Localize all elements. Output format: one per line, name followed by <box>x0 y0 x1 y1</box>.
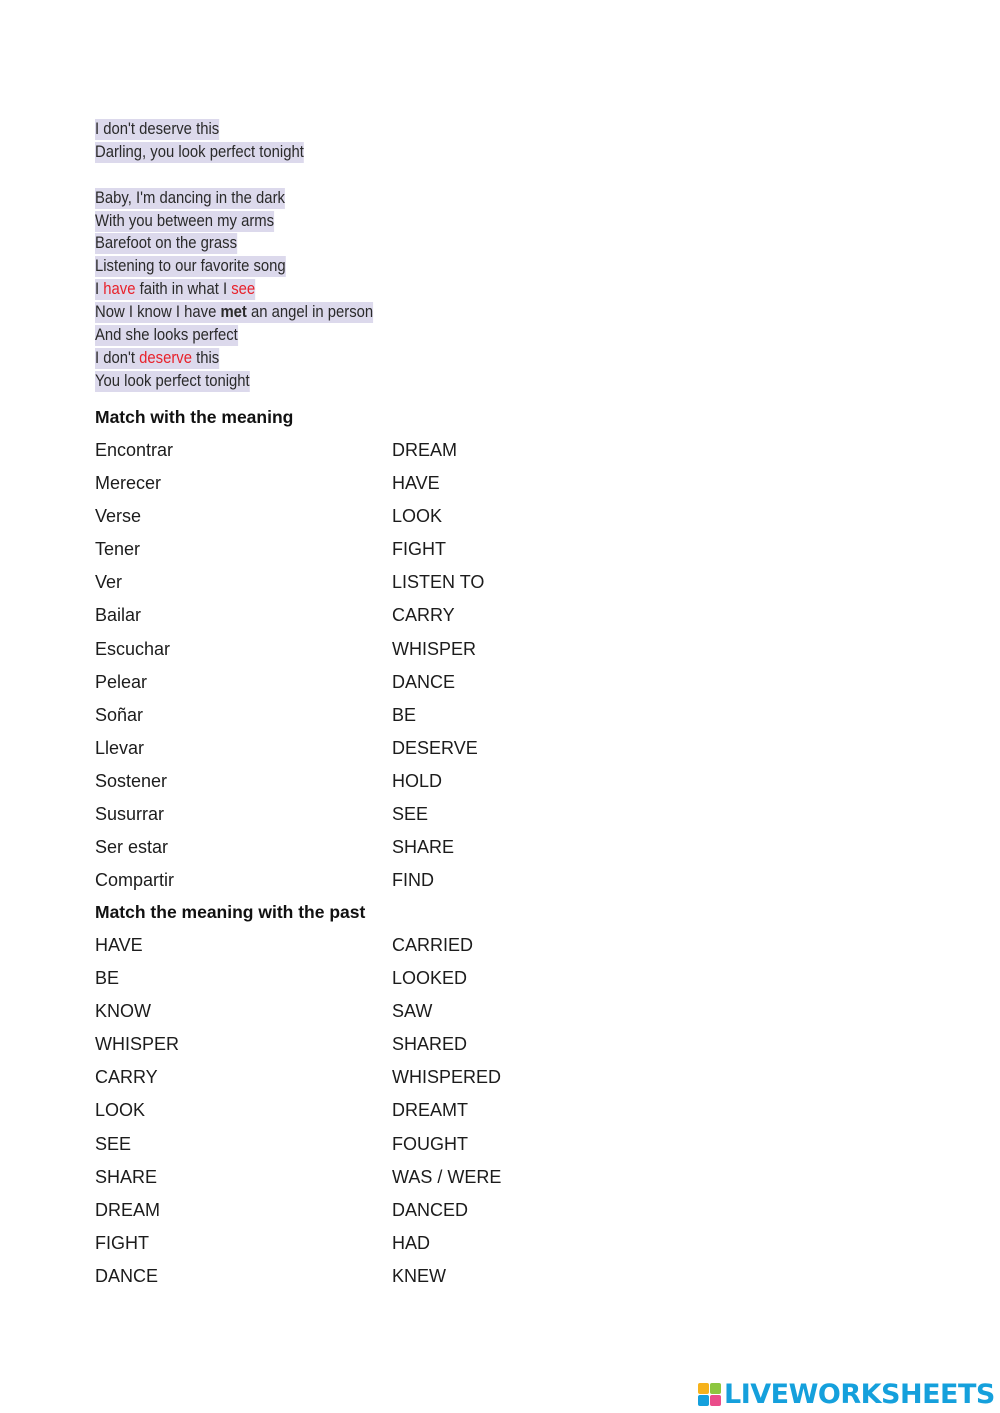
table-row <box>95 1034 695 1067</box>
lyric-fragment: With you between my arms <box>95 211 275 230</box>
left-word: Compartir <box>95 870 175 891</box>
table-row <box>95 605 695 638</box>
left-word: Tener <box>95 539 141 560</box>
lyric-line <box>95 210 373 233</box>
right-word: FIND <box>392 870 434 891</box>
table-row <box>95 506 695 539</box>
left-word: WHISPER <box>95 1034 180 1055</box>
right-word: HAVE <box>392 473 440 494</box>
right-word: HOLD <box>392 770 443 791</box>
right-word: KNEW <box>392 1265 446 1286</box>
right-word: DANCED <box>392 1199 469 1220</box>
left-word: Bailar <box>95 605 142 626</box>
lyric-fragment: faith in what I <box>135 280 232 299</box>
lyrics-verse <box>95 187 373 393</box>
left-word: Merecer <box>95 473 162 494</box>
right-word: LOOK <box>392 506 443 527</box>
left-word: Encontrar <box>95 440 174 460</box>
lyric-fragment: You look perfect tonight <box>95 371 250 390</box>
right-word: BE <box>392 704 417 725</box>
section-heading-meaning: Match with the meaning <box>95 407 294 427</box>
right-word: HAD <box>392 1232 431 1253</box>
lyric-line <box>95 141 373 164</box>
right-word: SHARE <box>392 837 455 858</box>
lyric-line <box>95 347 373 370</box>
table-row <box>95 1200 695 1233</box>
right-word: SAW <box>392 1001 433 1022</box>
lyric-text <box>95 233 237 254</box>
lyric-line <box>95 370 373 393</box>
right-word: DREAMT <box>392 1100 468 1121</box>
lyric-line <box>95 301 373 324</box>
right-word: DREAM <box>392 440 458 460</box>
table-row <box>95 1067 695 1100</box>
table-row <box>95 1233 695 1266</box>
section-heading-past: Match the meaning with the past <box>95 902 366 922</box>
lyric-text <box>95 325 238 346</box>
left-word: SEE <box>95 1133 132 1154</box>
lyric-fragment: Now I know I have <box>95 303 221 322</box>
lyric-fragment: I don't <box>95 348 140 367</box>
table-row <box>95 672 695 705</box>
lyric-text <box>95 188 285 209</box>
left-word: Pelear <box>95 671 148 692</box>
lyric-text <box>95 348 219 369</box>
left-word: Ser estar <box>95 837 169 858</box>
left-word: BE <box>95 968 120 989</box>
right-word: WHISPERED <box>392 1067 502 1088</box>
right-word: CARRY <box>392 605 455 626</box>
lyric-text: Darling, you look perfect tonight <box>95 142 304 161</box>
lyrics-intro <box>95 118 373 164</box>
lyric-text <box>95 279 255 300</box>
left-word: SHARE <box>95 1166 158 1187</box>
table-row <box>95 1167 695 1200</box>
table-row <box>95 572 695 605</box>
left-word: DANCE <box>95 1265 159 1286</box>
right-word: WAS / WERE <box>392 1166 502 1187</box>
lyric-text: I don't deserve this <box>95 120 220 138</box>
table-row <box>95 1134 695 1167</box>
right-word: FOUGHT <box>392 1133 468 1154</box>
lyric-line <box>95 187 373 210</box>
table-row <box>95 1001 695 1034</box>
left-word: FIGHT <box>95 1232 149 1253</box>
right-word: DANCE <box>392 671 456 692</box>
left-word: Verse <box>95 506 142 527</box>
liveworksheets-logo[interactable] <box>698 1378 995 1410</box>
right-word: SEE <box>392 804 429 825</box>
highlighted-word: see <box>231 280 256 299</box>
left-word: Llevar <box>95 737 145 758</box>
table-row <box>95 705 695 738</box>
lyric-text <box>95 256 286 277</box>
lyric-text <box>95 302 373 323</box>
right-word: LOOKED <box>392 968 468 989</box>
logo-mark-icon <box>698 1383 721 1406</box>
right-word: WHISPER <box>392 638 477 659</box>
highlighted-word: have <box>103 280 136 299</box>
lyric-line <box>95 255 373 278</box>
lyric-fragment: And she looks perfect <box>95 326 238 345</box>
song-lyrics <box>95 118 373 393</box>
lyric-fragment: Listening to our favorite song <box>95 257 286 276</box>
right-word: SHARED <box>392 1034 468 1055</box>
table-row <box>95 1266 695 1299</box>
left-word: DREAM <box>95 1199 161 1220</box>
lyric-fragment: this <box>191 348 220 367</box>
logo-text: LIVEWORKSHEETS <box>724 1378 995 1410</box>
left-word: Susurrar <box>95 804 165 825</box>
table-row <box>95 738 695 771</box>
lyric-text <box>95 211 274 232</box>
lyric-line <box>95 118 373 141</box>
lyric-fragment: Baby, I'm dancing in the dark <box>95 188 285 207</box>
left-word: Escuchar <box>95 638 171 659</box>
lyric-fragment: Barefoot on the grass <box>95 234 237 253</box>
lyric-line <box>95 232 373 255</box>
highlighted-word: met <box>220 303 247 322</box>
left-word: HAVE <box>95 935 143 955</box>
table-row <box>95 837 695 870</box>
table-row <box>95 968 695 1001</box>
stanza-gap <box>95 164 373 187</box>
table-row <box>95 870 695 903</box>
match-meaning-table <box>95 440 695 903</box>
lyric-fragment: an angel in person <box>246 303 374 322</box>
table-row <box>95 771 695 804</box>
table-row <box>95 804 695 837</box>
right-word: DESERVE <box>392 737 478 758</box>
left-word: LOOK <box>95 1100 146 1121</box>
left-word: Sostener <box>95 770 168 791</box>
highlighted-word: deserve <box>139 348 192 367</box>
table-row <box>95 1100 695 1133</box>
lyric-line <box>95 324 373 347</box>
left-word: Soñar <box>95 704 144 725</box>
table-row <box>95 639 695 672</box>
right-word: FIGHT <box>392 539 446 560</box>
lyric-line <box>95 278 373 301</box>
match-past-table <box>95 935 695 1299</box>
left-word: CARRY <box>95 1067 158 1088</box>
table-row <box>95 935 695 968</box>
table-row <box>95 473 695 506</box>
lyric-fragment: I <box>95 280 104 299</box>
table-row <box>95 440 695 473</box>
right-word: CARRIED <box>392 935 474 955</box>
left-word: Ver <box>95 572 123 593</box>
lyric-text <box>95 371 250 392</box>
table-row <box>95 539 695 572</box>
right-word: LISTEN TO <box>392 572 485 593</box>
left-word: KNOW <box>95 1001 151 1022</box>
